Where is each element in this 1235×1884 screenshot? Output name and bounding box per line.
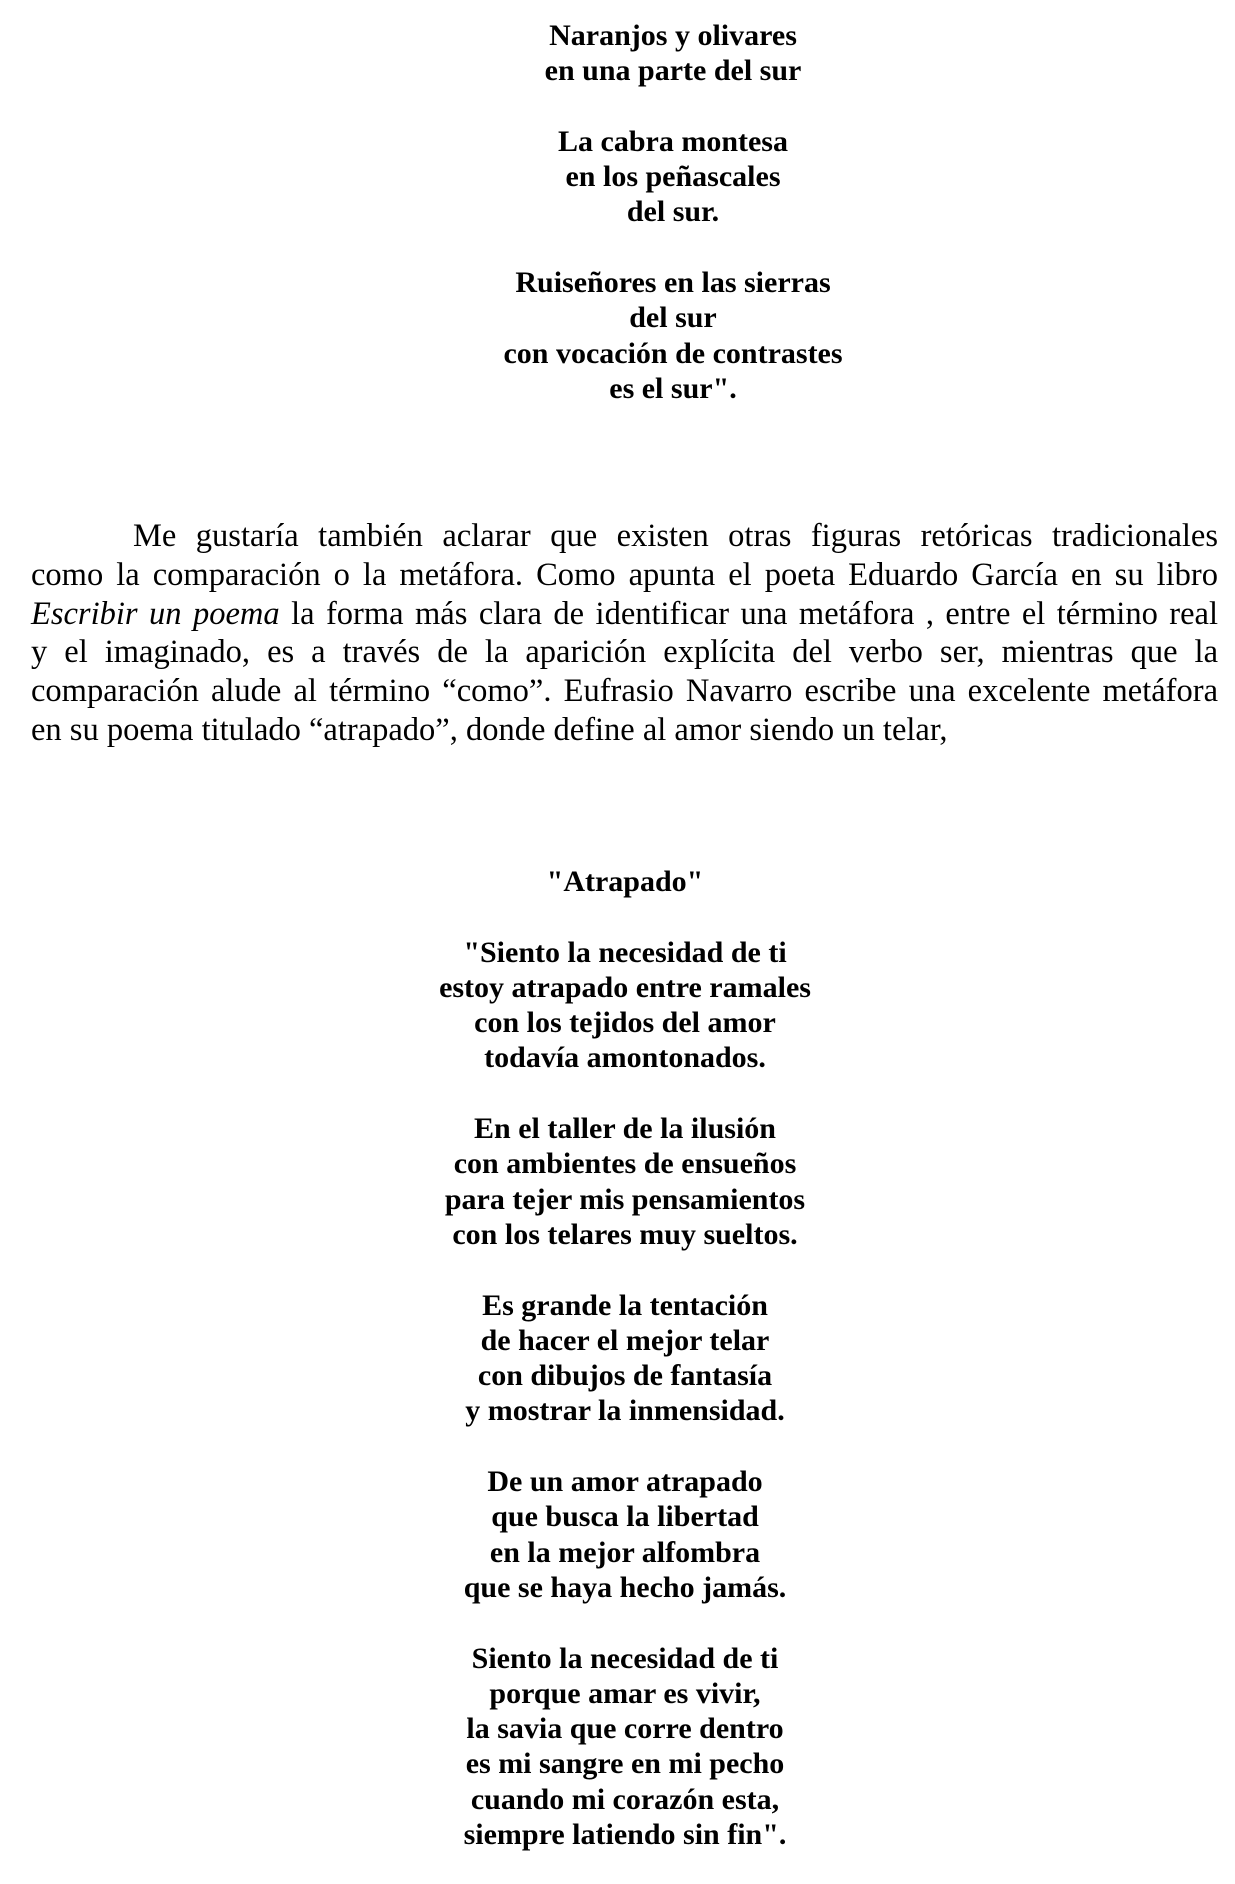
verse-line: En el taller de la ilusión <box>474 1112 776 1146</box>
verse-line: Siento la necesidad de ti <box>471 1641 779 1675</box>
verse-line: y mostrar la inmensidad. <box>465 1394 785 1428</box>
verse-line: la savia que corre dentro <box>466 1712 784 1746</box>
verse-line: Es grande la tentación <box>482 1288 768 1322</box>
stanza <box>373 124 973 230</box>
body-paragraph <box>31 517 1218 750</box>
verse-line: que se haya hecho jamás. <box>463 1570 787 1604</box>
stanza <box>373 265 973 406</box>
verse-line: con vocación de contrastes <box>503 336 843 370</box>
verse-line: Naranjos y olivares <box>549 19 797 52</box>
paragraph-line: en su poema titulado “atrapado”, donde define al amor siendo un telar, <box>31 711 948 748</box>
verse-line: en una parte del sur <box>544 54 802 88</box>
verse-line: en la mejor alfombra <box>489 1535 761 1569</box>
poem-excerpt <box>373 18 973 406</box>
book-title: Escribir un poema <box>31 595 280 632</box>
paragraph-line-text: la forma más clara de identificar una metáfora , entre el término real <box>291 595 1218 632</box>
stanza <box>373 18 973 89</box>
verse-line: siempre latiendo sin fin". <box>463 1818 787 1852</box>
stanza <box>325 1641 925 1853</box>
verse-line: "Siento la necesidad de ti <box>463 935 787 969</box>
verse-line: estoy atrapado entre ramales <box>439 970 811 1004</box>
verse-line: del sur <box>629 301 717 335</box>
poem-title: "Atrapado" <box>546 865 704 898</box>
poem-atrapado <box>325 864 925 1852</box>
verse-line: para tejer mis pensamientos <box>444 1182 806 1216</box>
verse-line: del sur. <box>626 195 720 229</box>
verse-line: de hacer el mejor telar <box>480 1323 770 1357</box>
verse-line: con los telares muy sueltos. <box>452 1217 798 1251</box>
verse-line: cuando mi corazón esta, <box>470 1782 780 1816</box>
verse-line: en los peñascales <box>565 160 781 194</box>
paragraph-line: y el imaginado, es a través de la aparición explícita del verbo ser, mientras que la <box>31 634 1218 671</box>
paragraph-line: Me gustaría también aclarar que existen otras figuras retóricas tradicionales <box>133 518 1218 554</box>
verse-line: con dibujos de fantasía <box>477 1359 773 1393</box>
paragraph-line <box>31 595 1218 634</box>
verse-line: con ambientes de ensueños <box>453 1147 797 1181</box>
verse-line: Ruiseñores en las sierras <box>515 266 831 300</box>
stanza <box>325 935 925 1076</box>
verse-line: todavía amontonados. <box>484 1041 766 1075</box>
verse-line: que busca la libertad <box>491 1500 759 1534</box>
verse-line: es mi sangre en mi pecho <box>465 1747 785 1781</box>
stanza <box>325 1288 925 1429</box>
verse-line: De un amor atrapado <box>487 1465 763 1499</box>
stanza <box>325 1111 925 1252</box>
stanza <box>325 1464 925 1605</box>
verse-line: es el sur". <box>609 371 737 405</box>
paragraph-line: comparación alude al término “como”. Eufrasio Navarro escribe una excelente metáfora <box>31 673 1218 710</box>
verse-line: La cabra montesa <box>558 124 788 158</box>
verse-line: porque amar es vivir, <box>489 1676 761 1710</box>
verse-line: con los tejidos del amor <box>474 1006 776 1040</box>
paragraph-line: como la comparación o la metáfora. Como apunta el poeta Eduardo García en su libro <box>31 556 1218 593</box>
